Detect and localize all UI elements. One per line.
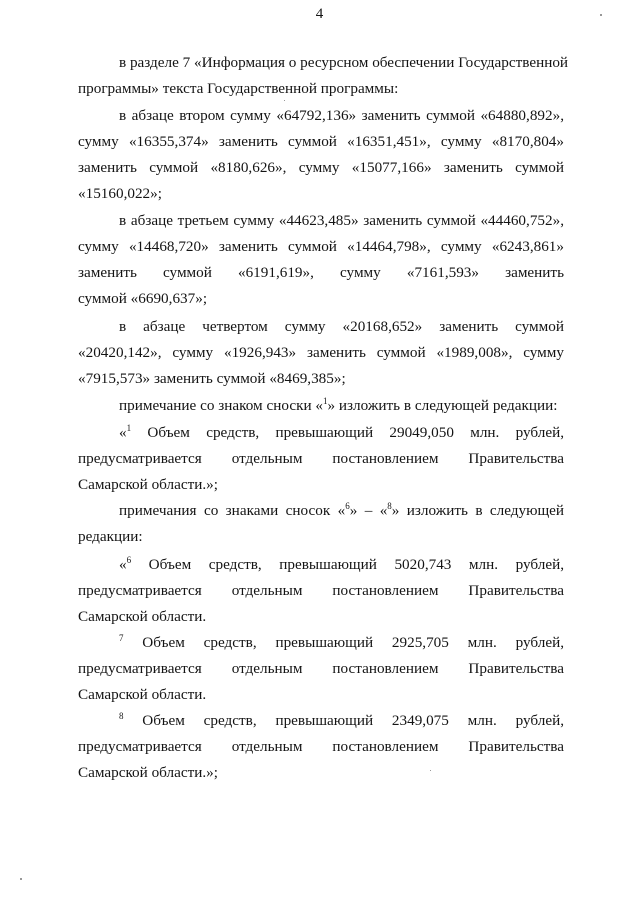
p9-line-2: предусматривается отдельным постановлением Правительства [78,738,564,755]
p8-line-1: $^7$ Объем средств, превышающий 2925,705 млн. рублей, [119,633,565,651]
footnote-mark: 1 [323,396,328,406]
footnote-mark: 1 [126,423,132,433]
p5-line-1: «$^1$ Объем средств, превышающий 29049,050 млн. рублей, [119,423,565,441]
footnote-mark: 8 [119,711,124,721]
p3-line-1: в абзаце четвертом сумму «20168,652» заменить суммой [119,318,564,335]
p9-line-1: $^8$ Объем средств, превышающий 2349,075 млн. рублей, [119,711,565,729]
p7-line-2: предусматривается отдельным постановлением Правительства [78,582,564,599]
p1-line-1: в абзаце втором сумму «64792,136» заменить суммой «64880,892», [119,107,564,124]
p9-line-3: Самарской области.»; [78,764,218,781]
scan-speck [284,100,285,101]
p1-line-3: заменить суммой «8180,626», сумму «15077,166» заменить суммой [78,159,564,176]
footnote-mark: 8 [387,501,392,511]
p7-line-3: Самарской области. [78,608,207,625]
p2-line-1: в абзаце третьем сумму «44623,485» заменить суммой «44460,752», [119,212,564,229]
footnote-mark: 6 [345,501,350,511]
scan-speck [600,14,602,16]
p0-line-2: программы» текста Государственной программы: [78,80,399,97]
p0-line-1: в разделе 7 «Информация о ресурсном обеспечении Государственной [119,54,569,71]
p2-line-2: сумму «14468,720» заменить суммой «14464,798», сумму «6243,861» [78,238,564,255]
p2-line-4: суммой «6690,637»; [78,290,208,307]
p8-line-3: Самарской области. [78,686,207,703]
footnote-mark: 7 [119,633,124,643]
p5-line-3: Самарской области.»; [78,476,218,493]
scan-speck [430,770,431,771]
p8-line-2: предусматривается отдельным постановлением Правительства [78,660,564,677]
p2-line-3: заменить суммой «6191,619», сумму «7161,593» заменить [78,264,564,281]
p3-line-3: «7915,573» заменить суммой «8469,385»; [78,370,346,387]
p1-line-4: «15160,022»; [78,185,162,202]
p6-line-1: примечания со знаками сносок «$^6$» – «$^8$» изложить в следующей [119,501,565,519]
p3-line-2: «20420,142», сумму «1926,943» заменить суммой «1989,008», сумму [78,344,564,361]
p5-line-2: предусматривается отдельным постановлением Правительства [78,450,564,467]
p7-line-1: «$^6$ Объем средств, превышающий 5020,743 млн. рублей, [119,555,565,573]
page-number: 4 [315,6,324,22]
p4-line-1: примечание со знаком сноски «$^1$» изложить в следующей редакции: [119,396,558,414]
scan-speck [20,878,22,880]
p6-line-2: редакции: [78,528,143,545]
footnote-mark: 6 [126,555,132,565]
p1-line-2: сумму «16355,374» заменить суммой «16351,451», сумму «8170,804» [78,133,564,150]
